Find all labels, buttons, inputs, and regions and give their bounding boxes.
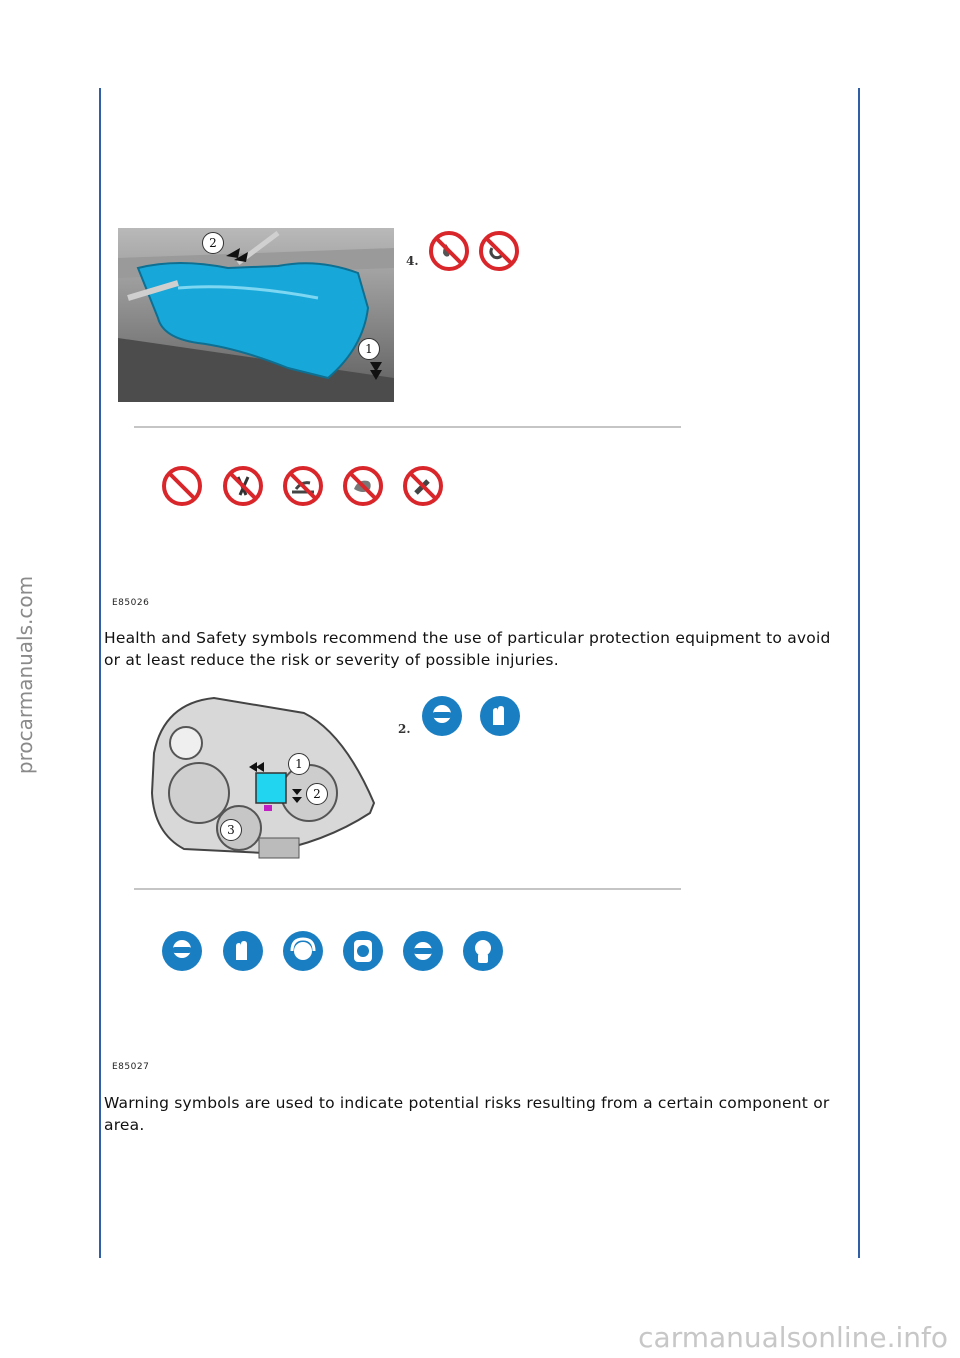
separator-line	[134, 426, 681, 428]
image-code: E85027	[112, 1062, 150, 1072]
no-tools-icon	[222, 465, 264, 507]
no-entry-icon	[161, 465, 203, 507]
no-touch-icon	[342, 465, 384, 507]
callout-2: 2	[306, 783, 328, 805]
health-safety-paragraph: Health and Safety symbols recommend the use of particular protection equipment to avoid or at least reduce the risk or severity of possible injuries.	[104, 629, 831, 669]
no-spray-icon	[402, 465, 444, 507]
goggles-icon	[161, 930, 203, 972]
no-hand-spill-icon	[282, 465, 324, 507]
gloves-icon	[222, 930, 264, 972]
bottom-watermark: carmanualsonline.info	[638, 1321, 948, 1354]
goggles-icon	[402, 930, 444, 972]
callout-1: 1	[358, 338, 380, 360]
gloves-icon	[479, 695, 521, 737]
goggles-icon	[421, 695, 463, 737]
left-border-line	[99, 88, 101, 1258]
no-fire-icon	[428, 230, 470, 272]
side-watermark: procarmanuals.com	[13, 575, 37, 775]
respirator-icon	[462, 930, 504, 972]
headlamp-illustration	[144, 693, 384, 863]
right-border-line	[858, 88, 860, 1258]
callout-2: 2	[202, 232, 224, 254]
ear-protection-icon	[282, 930, 324, 972]
warning-symbols-paragraph: Warning symbols are used to indicate potential risks resulting from a certain component or area.	[104, 1094, 830, 1134]
face-shield-icon	[342, 930, 384, 972]
image-code: E85026	[112, 598, 150, 608]
callout-3: 3	[220, 819, 242, 841]
step-label: 2.	[398, 722, 411, 736]
step-label: 4.	[406, 254, 419, 268]
no-smoking-icon	[478, 230, 520, 272]
callout-1: 1	[288, 753, 310, 775]
fuel-tank-photo	[118, 228, 394, 402]
separator-line	[134, 888, 681, 890]
